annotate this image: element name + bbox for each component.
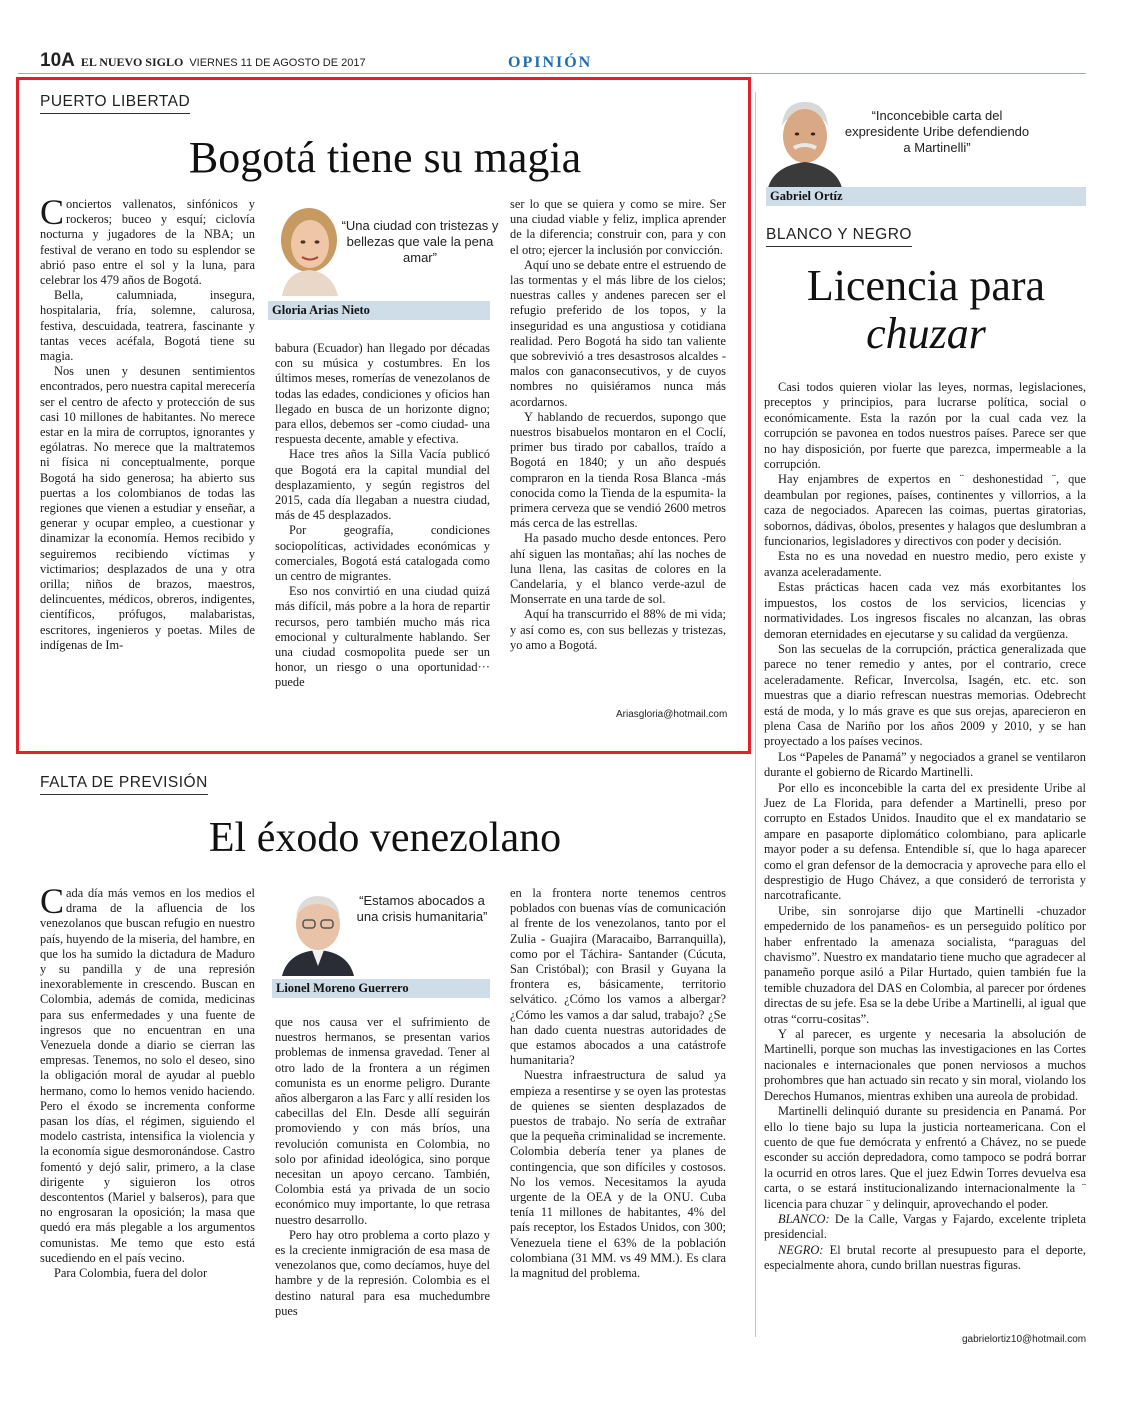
article3-paragraph: Y al parecer, es urgente y necesaria la absolución de Martinelli, porque son muchas las investigaciones en las Cortes nacionales e internacionales que ponen nerviosos a muchos prohombres que han actuado sin recato y sin moral, violando los Derechos Humanos, mientras exhiben una aureola de probidad. bbox=[764, 1027, 1086, 1103]
article1-author: Gloria Arias Nieto bbox=[268, 301, 490, 320]
article2-column-1 bbox=[40, 881, 255, 1281]
article1-paragraph: Ha pasado mucho desde entonces. Pero ahí siguen las montañas; ahí las noches de luna llena, las casitas de colores en la Candelaria, y el blanco verde-azul de Monserrate en una tarde de sol. bbox=[510, 531, 726, 607]
article1-paragraph: ser lo que se quiera y como se mire. Ser una ciudad viable y feliz, implica aprender de la diferencia; construir con, para y con el otro; ejercer la inclusión por convicción. bbox=[510, 197, 726, 257]
article3-email: gabrielortiz10@hotmail.com bbox=[962, 1334, 1087, 1345]
article1-paragraph: Hace tres años la Silla Vacía publicó que Bogotá era la capital mundial del desplazamiento, y según registros del 2015, cada día llegaban a nuestra ciudad, más de 45 desplazados. bbox=[275, 447, 490, 523]
section-title: OPINIÓN bbox=[508, 54, 593, 71]
article3-title-line1: Licencia para bbox=[806, 261, 1046, 310]
article3-paragraph: Casi todos quieren violar las leyes, normas, legislaciones, preceptos y principios, para lucrarse política, social o económicamente. Esta la razón por la cual cada vez la corrupción se pavonea en todos nuestros países. Parece ser que no hay disposición, por fuerte que parezca, impermeable a la corrupción. bbox=[764, 380, 1086, 472]
article2-paragraph: que nos causa ver el sufrimiento de nuestros hermanos, se presentan varios problemas de inmensa gravedad. Tener al otro lado de la frontera a un régimen comunista es un enorme peligro. Durante años albergaron a las Farc y allí residen los cabecillas del Eln. Desde allí seguirán promoviendo y con más bríos, una revolución comunista en Colombia, no solo por afinidad ideológica, sino porque necesitan un apoyo cercano. También, Colombia está ya privada de un socio económico muy importante, lo que retrasa nuestro desarrollo. bbox=[275, 1015, 490, 1227]
newspaper-name: EL NUEVO SIGLO bbox=[80, 55, 184, 69]
dropcap: C bbox=[40, 192, 65, 232]
author-photo-gloria bbox=[268, 200, 350, 296]
article1-column-3 bbox=[510, 197, 726, 653]
article1-kicker: PUERTO LIBERTAD bbox=[40, 93, 190, 114]
article1-paragraph: babura (Ecuador) han llegado por décadas con su música y costumbres. En los últimos meses, romerías de venezolanos de todas las edades, condiciones y oficios han llegado en busca de un horizonte digno; para ellos, debemos ser -como ciudad- una respuesta decente, amable y efectiva. bbox=[275, 341, 490, 447]
article1-paragraph: Aquí ha transcurrido el 88% de mi vida; y así como es, con sus bellezas y tristezas, yo amo a Bogotá. bbox=[510, 607, 726, 652]
issue-date: VIERNES 11 DE AGOSTO DE 2017 bbox=[189, 57, 366, 69]
article3-paragraph: Los “Papeles de Panamá” y negociados a granel se ventilaron durante el gobierno de Ricardo Martinelli. bbox=[764, 749, 1086, 780]
page-number: 10A bbox=[40, 50, 75, 71]
article3-paragraph: Martinelli delinquió durante su presidencia en Panamá. Por ello lo tiene bajo su lupa la justicia norteamericana. Con el cuento de que fue demócrata y enfrentó a Chávez, no se puede esconder su acción depredadora, como tampoco se podrá borrar la ocurrid en otros lares. Que el juez Edwin Torres devuelva esa carta, o se estará institucionalizando internacionalmente la ¨ licencia para chuzar ¨ y delinquir, aprovechando el poder. bbox=[764, 1104, 1086, 1211]
article3-pull-quote: “Inconcebible carta del expresidente Uribe defendiendo a Martinelli” bbox=[844, 108, 1030, 155]
article3-paragraph: Uribe, sin sonrojarse dijo que Martinelli -chuzador empedernido de los panameños- es un perseguido político por haber enfrentado la amenaza socialista, “paraguas del chavismo”. Nuestro ex mandatario tiene mucho que agradecer al panameño porque asiló a Pilar Hurtado, quien también fue la temible chuzadora del DAS en Colombia, al parecer por órdenes directas de su jefe. Esa se la debe Uribe a Martinelli, al igual que otras “corru-cositas”. bbox=[764, 903, 1086, 1026]
article1-column-1 bbox=[40, 192, 256, 653]
article1-paragraph: Nos unen y desunen sentimientos encontrados, pero nuestra capital merecería ser el centro de afecto y protección de sus casi 10 millones de habitantes. No merece estar en la mira de corruptos, ignorantes y ególatras. No merece que la maltratemos ni física ni conceptualmente, porque Bogotá ha sido generosa; ha abierto sus puertas a los colombianos de todas las regiones que vienen a estudiar y enseñar, a generar y ocupar empleo, a cuestionar y dinamizar la economía. Hemos recibido y seguiremos recibiendo víctimas y victimarios; desplazados de una y otra orilla; niños de brazos, maestros, delincuentes, médicos, obreros, indigentes, científicos, prófugos, malabaristas, escritores, ingenieros y poetas. Miles de indígenas de Im- bbox=[40, 364, 256, 652]
article1-email: Ariasgloria@hotmail.com bbox=[616, 709, 728, 720]
article2-paragraph: Pero hay otro problema a corto plazo y es la creciente inmigración de esa masa de venezolanos que, como decíamos, huye del hambre y de la represión. Colombia es el destino natural para esa muchedumbre pues bbox=[275, 1227, 490, 1318]
negro-note: NEGRO: El brutal recorte al presupuesto para el deporte, especialmente ahora, cundo brillan nuestras figuras. bbox=[764, 1242, 1086, 1273]
article1-paragraph: Bella, calumniada, insegura, hospitalaria, fría, solemne, calurosa, festiva, descuidada, teatrera, fascinante y tantas veces acéfala, Bogotá tiene su magia. bbox=[40, 288, 255, 364]
blanco-note: BLANCO: De la Calle, Vargas y Fajardo, excelente tripleta presidencial. bbox=[764, 1211, 1086, 1242]
page-header bbox=[40, 50, 366, 72]
article1-paragraph: Por geografía, condiciones sociopolíticas, actividades económicas y comerciales, Bogotá está catalogada como un centro de migrantes. bbox=[275, 523, 490, 584]
article3-paragraph: Hay enjambres de expertos en ¨ deshonestidad ¨, que deambulan por regiones, países, continentes y villorrios, a la caza de negociados. Aparecen las coimas, puertas giratorias, sobornos, dádivas, óbolos, presentes y halagos que deslumbran a funcionarios, legisladores y directivos con poder y decisión. bbox=[764, 472, 1086, 549]
article3-title bbox=[766, 262, 1086, 359]
article2-kicker: FALTA DE PREVISIÓN bbox=[40, 774, 208, 795]
header-rule bbox=[18, 73, 1086, 74]
article1-paragraph: Aquí uno se debate entre el estruendo de las tormentas y el más libre de los cielos; nuestras calles y andenes parecen ser el refugio preferido de los topos, y la inseguridad es una angustiosa y cotidiana realidad. Pero Bogotá ha sido tan valiente que sobrevivió a tres desastrosos alcaldes -malos con ganaconsecutivos, y de cuyos nombres no quisiéramos nunca más acordarnos. bbox=[510, 257, 726, 409]
article3-paragraph: Estas prácticas hacen cada vez más exorbitantes los impuestos, los costos de los servicios, licencias y normatividades. Los ingresos fiscales no alcanzan, las obras demoran eternidades en ejecutarse y su calidad da vergüenza. bbox=[764, 580, 1086, 641]
column-divider bbox=[755, 92, 756, 1337]
article3-title-line2: chuzar bbox=[866, 309, 986, 359]
article3-kicker: BLANCO Y NEGRO bbox=[766, 226, 912, 247]
article1-title: Bogotá tiene su magia bbox=[188, 133, 582, 182]
article3-paragraph: Esta no es una novedad en nuestro medio, pero existe y avanza aceleradamente. bbox=[764, 549, 1086, 579]
author-photo-gabriel bbox=[766, 96, 844, 188]
article2-paragraph: Cada día más vemos en los medios el drama de la afluencia de los venezolanos que buscan refugio en nuestro país, huyendo de la miseria, del hambre, en que los ha sumido la dictadura de Maduro y su pandilla y de una represión inexorablemente in crescendo. Buscan en Colombia, además de comida, medicinas para sus enfermedades y una fuente de ingresos que no encuentran en una Venezuela donde a diario se cierran las empresas. Tenemos, no solo el deseo, sino la obligación moral de ayudar al pueblo hermano, como lo hemos venido haciendo. Pero el éxodo se incrementa conforme pasan los días, el régimen, siguiendo el modelo castrista, intensifica la violencia y la economía sigue desmoronándose. Castro fomentó y dejó salir, primero, a la clase dirigente y siguieron los otros descontentos (Mariel y balseros), para que no engrosaran la oposición; la masa que quedó era más plegable a los argumentos comunistas. Me temo que esto está sucediendo en el país vecino. bbox=[40, 881, 255, 1265]
article2-paragraph: Para Colombia, fuera del dolor bbox=[54, 1266, 208, 1281]
article2-author: Lionel Moreno Guerrero bbox=[272, 979, 490, 998]
article2-column-2 bbox=[275, 1015, 490, 1319]
article1-paragraph: Y hablando de recuerdos, supongo que nuestros bisabuelos montaron en el Coclí, primer bus tirado por caballos, traído a Bogotá en 1840; y un año después compraron en la tienda Rosa Blanca -más conocida como la Tienda de la espumita- la primera cerveza que se vendió 2600 metros más cerca de las estrellas. bbox=[510, 409, 726, 531]
article2-paragraph: Nuestra infraestructura de salud ya empieza a resentirse y se oyen las protestas de quienes se sienten desplazados de puestos de trabajo. No sería de extrañar que la pequeña criminalidad se incremente. Colombia debería tener ya planes de contingencia, que son difíciles y costosos. No los vemos. Necesitamos la ayuda urgente de la OEA y de la ONU. Cuba tenía 11 millones de habitantes, 4% del país receptor, los Estados Unidos, con 300; Venezuela tiene el 63% de la población colombiana (31 MM. vs 49 MM.). Es clara la magnitud del problema. bbox=[510, 1068, 726, 1281]
article3-body bbox=[764, 380, 1086, 1274]
article2-pull-quote: “Estamos abocados a una crisis humanitaria” bbox=[356, 893, 488, 924]
article2-column-3 bbox=[510, 886, 726, 1281]
author-photo-lionel bbox=[278, 890, 358, 976]
article1-column-2 bbox=[275, 341, 490, 691]
article1-pull-quote: “Una ciudad con tristezas y bellezas que vale la pena amar” bbox=[341, 218, 499, 265]
article2-paragraph: en la frontera norte tenemos centros poblados con buenas vías de comunicación al frente de los venezolanos, tanto por el Zulia - Guajira (Maracaibo, Barranquilla), como por el Táchira- Santander (Cúcuta, San Cristóbal); con Brasil y Guyana la frontera es, básicamente, territorio selvático. ¿Cómo los vamos a albergar? ¿Cómo les vamos a dar salud, trabajo? ¿Se han dado cuenta nuestras autoridades de que estamos abocados a una catástrofe humanitaria? bbox=[510, 886, 726, 1068]
article1-paragraph: Eso nos convirtió en una ciudad quizá más difícil, más pobre a la hora de repartir recursos, pero también mucho más rica emocional y culturalmente hablando. Ser una ciudad cosmopolita puede ser un honor, un riesgo o una oportunidad··· puede bbox=[275, 584, 490, 690]
article3-paragraph: Son las secuelas de la corrupción, práctica generalizada que parece no tener remedio y antes, por el contrario, crece aceleradamente. Reficar, Invercolsa, Isagén, etc. etc. son muestras que a diario refrescan nuestras memorias. Odebrecht está de moda, y lo más grave es que sus orejas, aparecieron en plena Casa de Nariño por los años 2009 y 2010, y se han proyectado a los países vecinos. bbox=[764, 641, 1086, 749]
article3-author: Gabriel Ortíz bbox=[766, 187, 1086, 206]
article1-paragraph: Concier​tos vallenatos, sinfónicos y rockeros; buceo y esquí; ciclovía nocturna y jugadores de la NBA; un festival de verano en todo su esplendor se abrió paso entre el sol y la luna, para celebrar los 479 años de Bogotá. bbox=[40, 192, 255, 288]
article2-title: El éxodo venezolano bbox=[208, 815, 562, 861]
dropcap: C bbox=[40, 881, 65, 921]
article3-paragraph: Por ello es inconcebible la carta del ex presidente Uribe al Juez de La Florida, para defender a Martinelli, preso por corrupto en Estados Unidos. Inaudito que el ex mandatario se ampare en pasaporte diplomático colombiano, para aplicarle mayor poder a su defensa. Entendible sí, que lo haga aparecer como el gran defensor de la democracia y aproveche para ello el desprestigio de Hugo Chávez, a que consideró de terrorista y narcotraficante. bbox=[764, 780, 1086, 903]
